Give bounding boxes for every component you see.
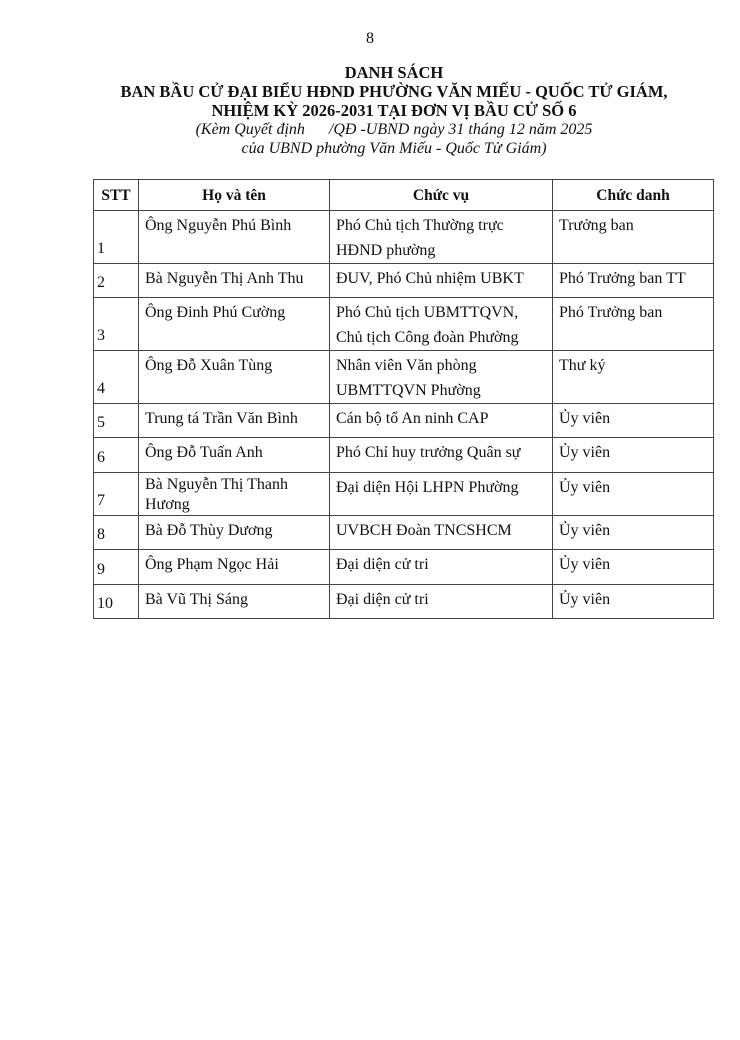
row-role: Ủy viên (553, 585, 714, 619)
row-role: Thư ký (553, 351, 714, 404)
row-stt: 6 (94, 438, 139, 473)
row-position: Phó Chủ tịch UBMTTQVN, Chủ tịch Công đoàn Phường (330, 298, 553, 351)
page-number: 8 (366, 30, 374, 47)
row-stt: 4 (94, 351, 139, 404)
row-role: Phó Trưởng ban TT (553, 264, 714, 298)
document-header (0, 63, 740, 158)
row-stt: 2 (94, 264, 139, 298)
table-row (94, 211, 714, 264)
row-name: Ông Đỗ Xuân Tùng (139, 351, 330, 404)
row-name: Bà Đỗ Thùy Dương (139, 516, 330, 550)
row-name: Bà Vũ Thị Sáng (139, 585, 330, 619)
document-subtitle-2: NHIỆM KỲ 2026-2031 TẠI ĐƠN VỊ BẦU CỬ SỐ 6 (211, 101, 577, 120)
row-stt: 7 (94, 473, 139, 516)
column-header-stt: STT (94, 180, 139, 211)
decision-note-2: của UBND phường Văn Miếu - Quốc Tử Giám) (241, 140, 547, 157)
row-role: Ủy viên (553, 550, 714, 585)
row-position: Đại diện cử tri (330, 585, 553, 619)
table-header-row (94, 180, 714, 211)
table-row (94, 550, 714, 585)
document-title: DANH SÁCH (344, 63, 444, 82)
table-row (94, 585, 714, 619)
row-name: Trung tá Trần Văn Bình (139, 404, 330, 438)
column-header-name: Họ và tên (139, 180, 330, 211)
row-stt: 5 (94, 404, 139, 438)
table-row (94, 264, 714, 298)
column-header-role: Chức danh (553, 180, 714, 211)
row-name: Bà Nguyễn Thị Anh Thu (139, 264, 330, 298)
row-position: Đại diện cử tri (330, 550, 553, 585)
row-name: Ông Nguyễn Phú Bình (139, 211, 330, 264)
row-position: UVBCH Đoàn TNCSHCM (330, 516, 553, 550)
decision-note-1: (Kèm Quyết định /QĐ -UBND ngày 31 tháng 12 năm 2025 (195, 121, 593, 138)
row-stt: 9 (94, 550, 139, 585)
row-name: Ông Phạm Ngọc Hải (139, 550, 330, 585)
row-stt: 1 (94, 211, 139, 264)
row-position: Đại diện Hội LHPN Phường (330, 473, 553, 516)
row-role: Ủy viên (553, 404, 714, 438)
row-position: Phó Chủ tịch Thường trực HĐND phường (330, 211, 553, 264)
table-row (94, 404, 714, 438)
row-position: Nhân viên Văn phòng UBMTTQVN Phường (330, 351, 553, 404)
row-name: Ông Đinh Phú Cường (139, 298, 330, 351)
document-subtitle-1: BAN BẦU CỬ ĐẠI BIỂU HĐND PHƯỜNG VĂN MIẾU - QUỐC TỬ GIÁM, (120, 82, 668, 101)
table-row (94, 298, 714, 351)
row-name: Bà Nguyễn Thị Thanh Hương (139, 473, 330, 516)
row-role: Ủy viên (553, 438, 714, 473)
column-header-position: Chức vụ (330, 180, 553, 211)
row-position: ĐUV, Phó Chủ nhiệm UBKT (330, 264, 553, 298)
row-name: Ông Đỗ Tuấn Anh (139, 438, 330, 473)
row-position: Cán bộ tổ An ninh CAP (330, 404, 553, 438)
row-stt: 8 (94, 516, 139, 550)
table-row (94, 516, 714, 550)
row-role: Ủy viên (553, 516, 714, 550)
row-role: Phó Trưởng ban (553, 298, 714, 351)
table-row (94, 351, 714, 404)
row-role: Ủy viên (553, 473, 714, 516)
members-table (93, 179, 714, 619)
row-stt: 10 (94, 585, 139, 619)
row-role: Trưởng ban (553, 211, 714, 264)
table-row (94, 473, 714, 516)
table-row (94, 438, 714, 473)
row-stt: 3 (94, 298, 139, 351)
row-position: Phó Chỉ huy trưởng Quân sự (330, 438, 553, 473)
